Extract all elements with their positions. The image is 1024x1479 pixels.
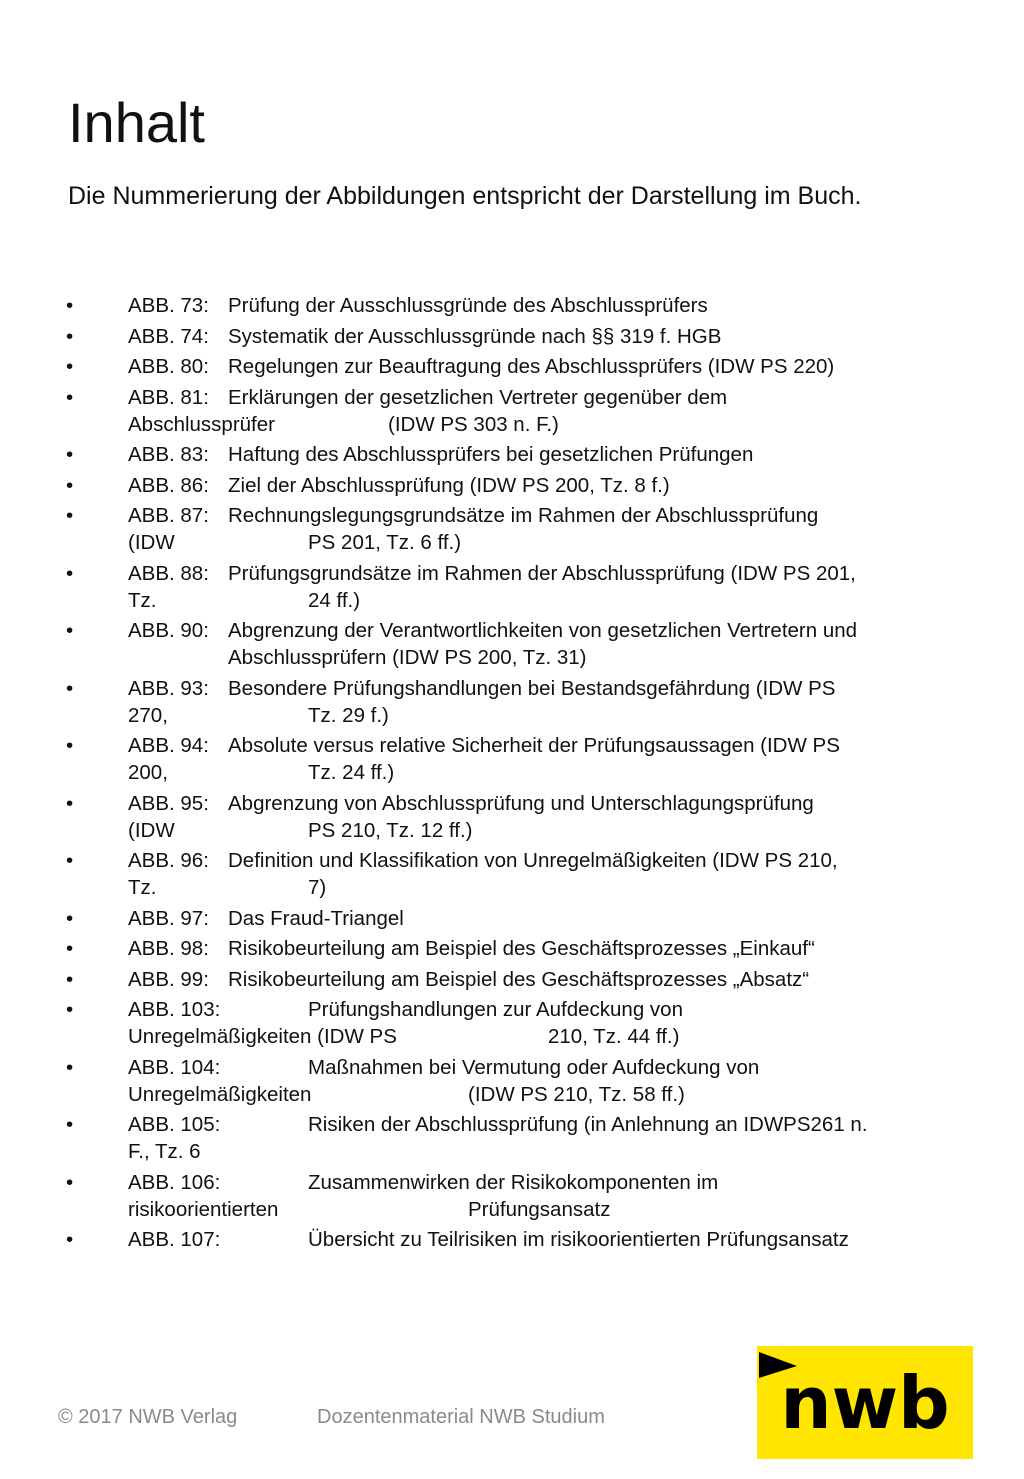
list-item (66, 1226, 946, 1253)
list-item-line (128, 560, 946, 587)
bullet-icon: • (66, 324, 74, 348)
figure-number: ABB. 94: (128, 734, 209, 757)
list-item-line (128, 935, 946, 962)
list-item (66, 323, 946, 350)
bullet-icon: • (66, 906, 74, 930)
bullet-icon: • (66, 1113, 74, 1136)
bullet-icon: • (66, 1170, 74, 1194)
figure-caption-continuation: Tz. 29 f.) (308, 703, 389, 727)
figure-caption: Erklärungen der gesetzlichen Vertreter gegenüber dem (228, 385, 728, 409)
bullet-icon: • (66, 355, 74, 378)
figure-number: ABB. 98: (128, 937, 209, 960)
figure-list (66, 292, 946, 1257)
list-item-line (128, 759, 946, 786)
continuation-prefix: 270, (128, 703, 168, 727)
list-item (66, 996, 946, 1050)
figure-number: ABB. 74: (128, 324, 209, 348)
list-item-line (128, 675, 946, 702)
list-item-line (128, 1111, 946, 1138)
list-item (66, 617, 946, 671)
figure-number: ABB. 103: (128, 998, 221, 1021)
list-item-line (128, 1054, 946, 1081)
continuation-prefix: (IDW (128, 818, 175, 842)
figure-number: ABB. 99: (128, 967, 209, 991)
figure-caption: Risiken der Abschlussprüfung (in Anlehnung an IDWPS261 n. (308, 1113, 868, 1136)
list-item-line (128, 1226, 946, 1253)
figure-number: ABB. 106: (128, 1170, 221, 1194)
bullet-icon: • (66, 937, 74, 960)
figure-caption: Regelungen zur Beauftragung des Abschlussprüfers (IDW PS 220) (228, 355, 835, 378)
figure-caption-continuation: 210, Tz. 44 ff.) (548, 1025, 680, 1048)
list-item (66, 441, 946, 468)
continuation-prefix: Unregelmäßigkeiten (IDW PS (128, 1025, 397, 1048)
figure-caption: Risikobeurteilung am Beispiel des Geschäftsprozesses „Einkauf“ (228, 937, 815, 960)
list-item (66, 502, 946, 556)
list-item-line (128, 384, 946, 411)
page-title: Inhalt (68, 91, 205, 154)
list-item-line (128, 702, 946, 729)
list-item (66, 966, 946, 993)
list-item (66, 353, 946, 380)
figure-caption: Rechnungslegungsgrundsätze im Rahmen der Abschlussprüfung (228, 504, 819, 527)
list-item-line (128, 1196, 946, 1223)
list-item-line (128, 587, 946, 614)
figure-caption: Absolute versus relative Sicherheit der Prüfungsaussagen (IDW PS (228, 734, 840, 757)
figure-number: ABB. 107: (128, 1228, 221, 1251)
figure-number: ABB. 96: (128, 849, 209, 872)
list-item-line (128, 874, 946, 901)
figure-caption: Prüfung der Ausschlussgründe des Abschlussprüfers (228, 294, 708, 317)
figure-caption: Abgrenzung von Abschlussprüfung und Unterschlagungsprüfung (228, 791, 814, 815)
list-item-line (128, 617, 946, 644)
list-item (66, 675, 946, 729)
figure-caption: Prüfungshandlungen zur Aufdeckung von (308, 998, 683, 1021)
bullet-icon: • (66, 443, 74, 466)
bullet-icon: • (66, 791, 74, 815)
bullet-icon: • (66, 294, 74, 317)
list-item (66, 847, 946, 901)
footer-copyright: © 2017 NWB Verlag (58, 1406, 238, 1428)
figure-caption: Haftung des Abschlussprüfers bei gesetzlichen Prüfungen (228, 443, 754, 466)
bullet-icon: • (66, 619, 74, 642)
continuation-prefix: risikoorientierten (128, 1197, 279, 1221)
figure-caption: Prüfungsgrundsätze im Rahmen der Abschlussprüfung (IDW PS 201, (228, 561, 856, 585)
footer-course-label: Dozentenmaterial NWB Studium (317, 1406, 605, 1428)
bullet-icon: • (66, 473, 74, 497)
figure-caption-continuation: (IDW PS 303 n. F.) (388, 412, 559, 436)
continuation-prefix: Tz. (128, 588, 157, 612)
list-item-line (128, 644, 946, 671)
figure-number: ABB. 87: (128, 504, 209, 527)
figure-caption-continuation: 24 ff.) (308, 588, 361, 612)
figure-caption: Maßnahmen bei Vermutung oder Aufdeckung von (308, 1055, 760, 1079)
list-item (66, 560, 946, 614)
figure-number: ABB. 97: (128, 906, 209, 930)
nwb-logo-icon (757, 1346, 973, 1459)
figure-caption: Besondere Prüfungshandlungen bei Bestandsgefährdung (IDW PS (228, 676, 836, 700)
bullet-icon: • (66, 1055, 74, 1079)
nwb-logo-text: nwb (780, 1361, 950, 1445)
figure-caption-continuation: PS 210, Tz. 12 ff.) (308, 818, 473, 842)
figure-number: ABB. 81: (128, 385, 209, 409)
list-item-line (128, 529, 946, 556)
list-item (66, 905, 946, 932)
continuation-prefix: Unregelmäßigkeiten (128, 1082, 312, 1106)
list-item-line (128, 472, 946, 499)
figure-number: ABB. 80: (128, 355, 209, 378)
figure-number: ABB. 73: (128, 294, 209, 317)
figure-caption-continuation: Abschlussprüfern (IDW PS 200, Tz. 31) (228, 646, 587, 669)
bullet-icon: • (66, 561, 74, 585)
figure-number: ABB. 88: (128, 561, 209, 585)
figure-number: ABB. 90: (128, 619, 209, 642)
list-item-line (128, 790, 946, 817)
list-item-line (128, 1169, 946, 1196)
list-item-line (128, 1081, 946, 1108)
list-item-line (128, 732, 946, 759)
figure-caption: Das Fraud-Triangel (228, 906, 404, 930)
list-item (66, 1054, 946, 1108)
bullet-icon: • (66, 504, 74, 527)
figure-caption: Zusammenwirken der Risikokomponenten im (308, 1170, 719, 1194)
list-item-line (128, 847, 946, 874)
figure-caption: Ziel der Abschlussprüfung (IDW PS 200, Tz. 8 f.) (228, 473, 670, 497)
bullet-icon: • (66, 676, 74, 700)
list-item-line (128, 817, 946, 844)
list-item (66, 935, 946, 962)
figure-caption: Systematik der Ausschlussgründe nach §§ 319 f. HGB (228, 324, 722, 348)
bullet-icon: • (66, 1228, 74, 1251)
list-item (66, 1169, 946, 1223)
list-item (66, 472, 946, 499)
list-item-line (128, 966, 946, 993)
list-item-line (128, 905, 946, 932)
figure-caption-continuation: Tz. 24 ff.) (308, 761, 395, 784)
continuation-prefix: (IDW (128, 531, 175, 554)
figure-number: ABB. 93: (128, 676, 209, 700)
continuation-prefix: Abschlussprüfer (128, 412, 275, 436)
figure-number: ABB. 104: (128, 1055, 221, 1079)
list-item-line (128, 1023, 946, 1050)
list-item-line (128, 353, 946, 380)
figure-number: ABB. 86: (128, 473, 209, 497)
continuation-prefix: 200, (128, 761, 168, 784)
bullet-icon: • (66, 998, 74, 1021)
list-item-line (128, 323, 946, 350)
figure-caption: Risikobeurteilung am Beispiel des Geschäftsprozesses „Absatz“ (228, 967, 810, 991)
list-item (66, 732, 946, 786)
figure-caption: Definition und Klassifikation von Unregelmäßigkeiten (IDW PS 210, (228, 849, 838, 872)
nwb-logo (757, 1346, 973, 1459)
list-item (66, 1111, 946, 1165)
page-subtitle: Die Nummerierung der Abbildungen entspricht der Darstellung im Buch. (68, 182, 862, 210)
list-item (66, 384, 946, 438)
figure-caption-continuation: PS 201, Tz. 6 ff.) (308, 531, 462, 554)
figure-caption-continuation: Prüfungsansatz (468, 1197, 611, 1221)
bullet-icon: • (66, 849, 74, 872)
list-item (66, 292, 946, 319)
list-item-line (128, 441, 946, 468)
bullet-icon: • (66, 385, 74, 409)
figure-caption-continuation: (IDW PS 210, Tz. 58 ff.) (468, 1082, 685, 1106)
list-item-line (128, 411, 946, 438)
figure-number: ABB. 83: (128, 443, 209, 466)
continuation-prefix (128, 644, 228, 671)
continuation-prefix: F., Tz. 6 (128, 1140, 201, 1163)
list-item (66, 790, 946, 844)
list-item-line (128, 996, 946, 1023)
bullet-icon: • (66, 734, 74, 757)
list-item-line (128, 502, 946, 529)
bullet-icon: • (66, 967, 74, 991)
figure-caption-continuation: 7) (308, 876, 327, 899)
figure-caption: Übersicht zu Teilrisiken im risikoorientierten Prüfungsansatz (308, 1228, 849, 1251)
list-item-line (128, 1138, 946, 1165)
figure-number: ABB. 95: (128, 791, 209, 815)
figure-caption: Abgrenzung der Verantwortlichkeiten von gesetzlichen Vertretern und (228, 619, 858, 642)
continuation-prefix: Tz. (128, 876, 157, 899)
figure-number: ABB. 105: (128, 1113, 221, 1136)
list-item-line (128, 292, 946, 319)
